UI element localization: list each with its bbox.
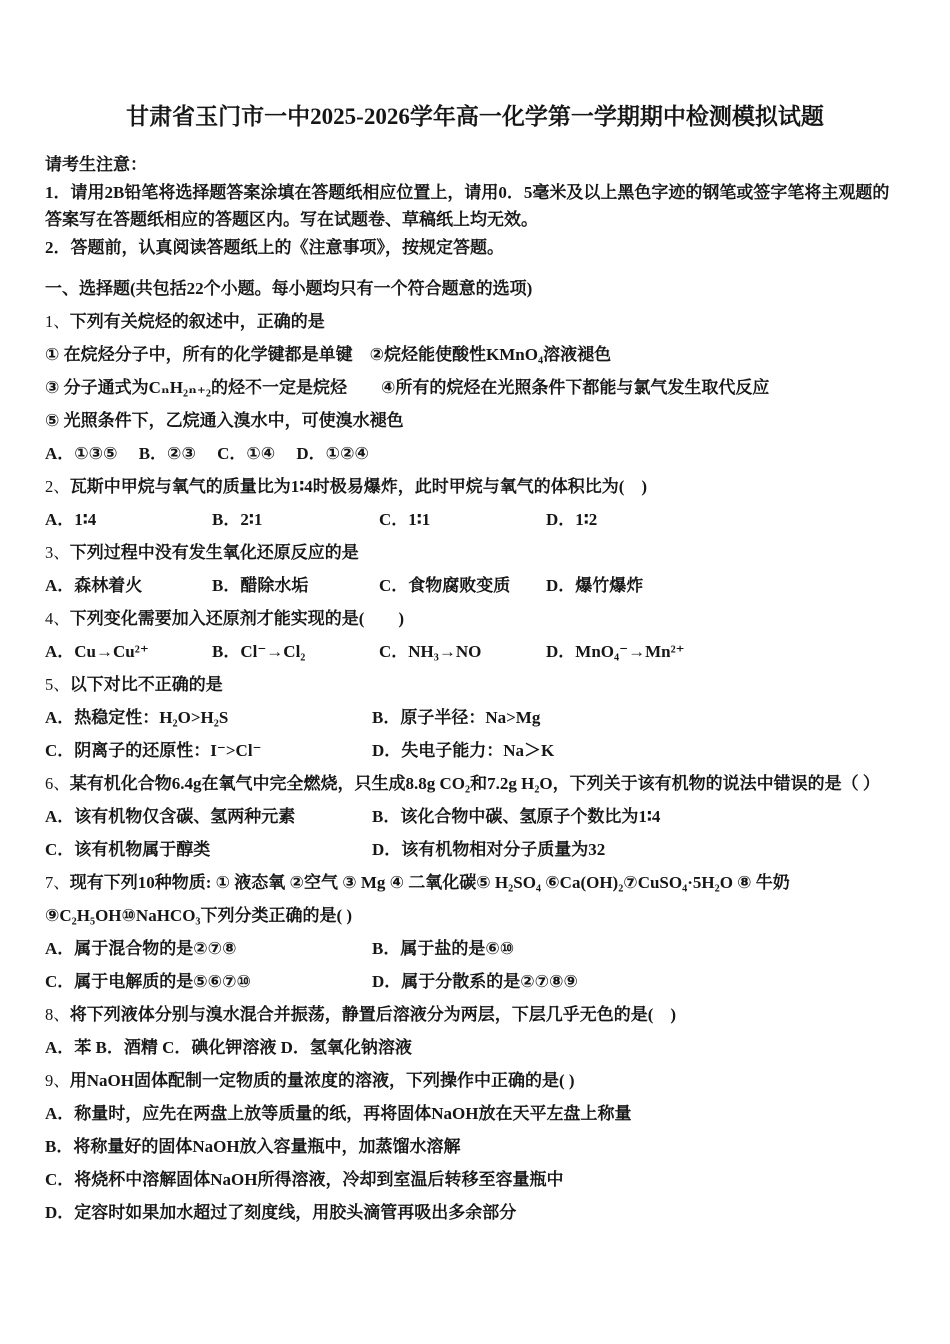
question-2-stem — [45, 470, 905, 503]
option-d: D．爆竹爆炸 — [546, 576, 644, 595]
question-9-number: 9、 — [45, 1071, 70, 1090]
question-8-text: 将下列液体分别与溴水混合并振荡，静置后溶液分为两层，下层几乎无色的是( ) — [69, 1005, 677, 1024]
option-a: A．属于混合物的是②⑦⑧ — [45, 939, 237, 958]
question-6-options-cd — [45, 833, 905, 866]
option-c: C．该有机物属于醇类 — [45, 840, 211, 859]
question-3-stem — [45, 536, 905, 569]
section-heading: 一、选择题(共包括22个小题。每小题均只有一个符合题意的选项) — [45, 279, 533, 298]
option-a: A．森林着火 — [45, 576, 143, 595]
question-4-stem — [45, 602, 905, 635]
question-5-text: 以下对比不正确的是 — [69, 675, 223, 694]
question-7-options-ab — [45, 932, 905, 965]
option-b: B．醋除水垢 — [212, 576, 309, 595]
question-5-stem — [45, 668, 905, 701]
question-3-number: 3、 — [45, 543, 70, 562]
question-8-stem — [45, 998, 905, 1031]
question-4-number: 4、 — [45, 609, 70, 628]
question-6-number: 6、 — [45, 774, 70, 793]
question-5-options-cd — [45, 734, 905, 767]
question-1-statement-5: ⑤ 光照条件下，乙烷通入溴水中，可使溴水褪色 — [45, 411, 404, 430]
question-1-text: 下列有关烷烃的叙述中，正确的是 — [69, 312, 325, 331]
question-7-stem-cont: ⑨C₂H₅OH⑩NaHCO₃下列分类正确的是( ) — [45, 906, 353, 925]
notice-heading: 请考生注意： — [45, 155, 147, 174]
option-d: D．该有机物相对分子质量为32 — [372, 840, 606, 859]
question-4-text: 下列变化需要加入还原剂才能实现的是( ) — [69, 609, 405, 628]
option-a: A．Cu→Cu²⁺ — [45, 642, 149, 661]
multiple-choice-section — [45, 272, 905, 1229]
question-1-statements-1-2: ① 在烷烃分子中，所有的化学键都是单键 ②烷烃能使酸性KMnO₄溶液褪色 — [45, 345, 612, 364]
page-title: 甘肃省玉门市一中2025-2026学年高一化学第一学期期中检测模拟试题 — [126, 104, 824, 129]
notice-line-1-cont: 答案写在答题纸相应的答题区内。写在试题卷、草稿纸上均无效。 — [45, 210, 538, 229]
question-9-option-b: B．将称量好的固体NaOH放入容量瓶中，加蒸馏水溶解 — [45, 1137, 461, 1156]
option-d: D．失电子能力：Na＞K — [372, 741, 555, 760]
question-2-text: 瓦斯中甲烷与氧气的质量比为1∶4时极易爆炸，此时甲烷与氧气的体积比为( ) — [69, 477, 648, 496]
question-2-options — [45, 503, 905, 536]
question-1-options: A．①③⑤ B．②③ C．①④ D．①②④ — [45, 444, 369, 463]
option-b: B．该化合物中碳、氢原子个数比为1∶4 — [372, 807, 661, 826]
option-c: C．NH₃→NO — [379, 642, 482, 661]
option-a: A．该有机物仅含碳、氢两种元素 — [45, 807, 296, 826]
option-c: C．阴离子的还原性：I⁻>Cl⁻ — [45, 741, 262, 760]
option-c: C．食物腐败变质 — [379, 576, 511, 595]
question-1-number: 1、 — [45, 312, 70, 331]
question-5-number: 5、 — [45, 675, 70, 694]
question-9-option-c: C．将烧杯中溶解固体NaOH所得溶液，冷却到室温后转移至容量瓶中 — [45, 1170, 564, 1189]
question-9-text: 用NaOH固体配制一定物质的量浓度的溶液，下列操作中正确的是( ) — [69, 1071, 575, 1090]
question-7-text: 现有下列10种物质: ① 液态氧 ②空气 ③ Mg ④ 二氧化碳⑤ H₂SO₄ ⑥Ca(OH)₂⑦CuSO₄·5H₂O ⑧ 牛奶 — [69, 873, 790, 892]
option-b: B．Cl⁻→Cl₂ — [212, 642, 306, 661]
question-9-option-d: D．定容时如果加水超过了刻度线，用胶头滴管再吸出多余部分 — [45, 1203, 517, 1222]
question-9-option-a: A．称量时，应先在两盘上放等质量的纸，再将固体NaOH放在天平左盘上称量 — [45, 1104, 632, 1123]
question-2-number: 2、 — [45, 477, 70, 496]
question-6-options-ab — [45, 800, 905, 833]
notice-line-1: 1．请用2B铅笔将选择题答案涂填在答题纸相应位置上，请用0．5毫米及以上黑色字迹的钢笔或签字笔将主观题的 — [45, 182, 890, 202]
question-7-number: 7、 — [45, 873, 70, 892]
question-7-stem — [45, 866, 905, 899]
option-b: B．原子半径：Na>Mg — [372, 708, 541, 727]
question-7-options-cd — [45, 965, 905, 998]
option-b: B．2∶1 — [212, 510, 263, 529]
option-c: C．1∶1 — [379, 510, 431, 529]
option-a: A．热稳定性：H₂O>H₂S — [45, 708, 229, 727]
option-d: D．1∶2 — [546, 510, 598, 529]
option-b: B．属于盐的是⑥⑩ — [372, 939, 515, 958]
question-9-stem — [45, 1064, 905, 1097]
option-d: D．MnO₄⁻→Mn²⁺ — [546, 642, 685, 661]
option-d: D．属于分散系的是②⑦⑧⑨ — [372, 972, 578, 991]
question-3-text: 下列过程中没有发生氧化还原反应的是 — [69, 543, 359, 562]
question-1-statements-3-4: ③ 分子通式为CₙH₂ₙ₊₂的烃不一定是烷烃 ④所有的烷烃在光照条件下都能与氯气发生取代反应 — [45, 378, 770, 397]
question-5-options-ab — [45, 701, 905, 734]
notice-line-2: 2．答题前，认真阅读答题纸上的《注意事项》，按规定答题。 — [45, 237, 504, 257]
question-6-stem — [45, 767, 905, 800]
option-c: C．属于电解质的是⑤⑥⑦⑩ — [45, 972, 251, 991]
question-1-stem — [45, 305, 905, 338]
question-8-number: 8、 — [45, 1005, 70, 1024]
question-6-text: 某有机化合物6.4g在氧气中完全燃烧，只生成8.8g CO₂和7.2g H₂O，下列关于该有机物的说法中错误的是（ ） — [69, 774, 880, 793]
option-a: A．1∶4 — [45, 510, 97, 529]
notice-block — [45, 151, 905, 261]
question-8-options: A．苯 B．酒精 C．碘化钾溶液 D．氢氧化钠溶液 — [45, 1038, 412, 1057]
question-4-options — [45, 635, 905, 668]
question-3-options — [45, 569, 905, 602]
